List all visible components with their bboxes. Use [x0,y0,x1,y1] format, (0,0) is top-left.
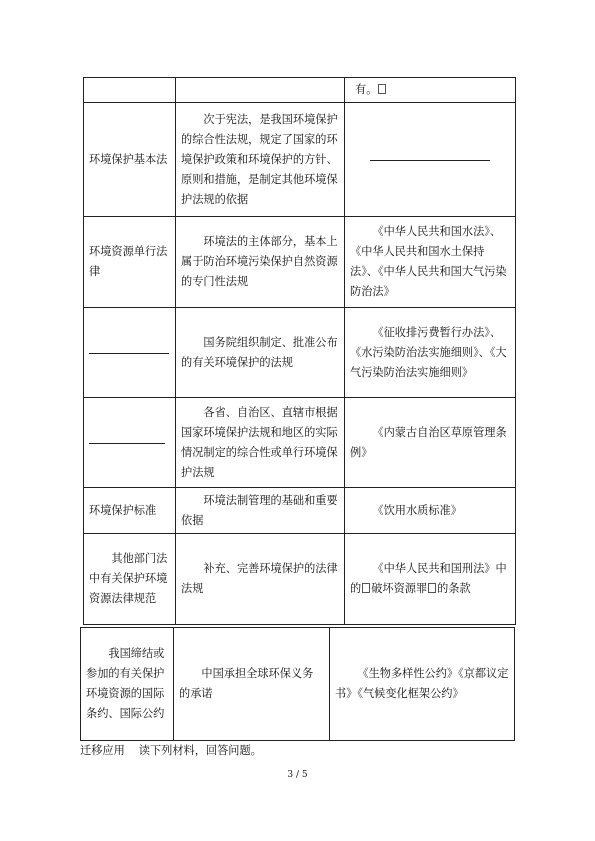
law-examples: 《中华人民共和国刑法》中的 [350,562,507,595]
cell-text: 有。 [355,83,378,96]
table-cell [176,308,345,398]
law-description: 次于宪法，是我国环境保护的综合性法规，规定了国家的环境保护政策和环境保护的方针、原则和措施，是制定其他环境保护法规的依据 [181,112,338,206]
law-type-label: 环境资源单行法律 [89,245,168,278]
exercise-instruction: 读下列材料，回答问题。 [138,744,262,757]
table-row [84,534,516,625]
table-row [84,488,516,534]
international-table [80,627,515,741]
law-description: 环境法制管理的基础和重要依据 [181,493,338,527]
law-examples: 《中华人民共和国水法》、《中华人民共和国水土保持法》、《中华人民共和国大气污染防治法》 [350,225,507,298]
table-cell [176,488,345,534]
missing-glyph-box [378,84,386,94]
table-row [84,308,516,398]
law-description: 国务院组织制定、批准公布的有关环境保护的法规 [181,335,338,369]
law-type-label: 环境保护基本法 [89,152,168,166]
law-examples: 《内蒙古自治区草原管理条例》 [350,425,507,459]
fill-in-blank[interactable] [370,159,490,161]
law-description: 中国承担全球环保义务的承诺 [179,667,314,700]
table-cell [176,78,345,103]
table-cell [84,103,176,217]
missing-glyph-box [428,583,436,593]
law-examples-blank: 破坏资源罪 [371,582,428,595]
table-cell [176,534,345,625]
table-cell [345,103,516,217]
table-cell [84,398,176,488]
table-row [84,78,516,103]
table-cell [84,217,176,308]
table-cell [176,103,345,217]
table-cell [84,308,176,398]
law-examples-tail: 的条款 [437,582,471,595]
exercise-label: 迁移应用 [80,744,125,757]
table-cell [345,78,516,103]
table-row [84,103,516,217]
table-cell [345,488,516,534]
table-cell [84,534,176,625]
table-row [81,628,515,741]
law-type-label: 我国缔结或参加的有关保护环境资源的国际条约、国际公约 [86,647,165,720]
table-cell [345,308,516,398]
law-description: 补充、完善环境保护的法律法规 [181,562,338,595]
page-number: 3 / 5 [287,770,308,780]
law-examples: 《生物多样性公约》《京都议定书》《气候变化框架公约》 [335,667,509,700]
law-description: 环境法的主体部分，基本上属于防治环境污染保护自然资源的专门性法规 [181,235,338,288]
law-description: 各省、自治区、直辖市根据国家环境保护法规和地区的实际情况制定的综合性或单行环境保护法规 [181,405,338,479]
table-cell [176,398,345,488]
table-cell [345,534,516,625]
fill-in-blank[interactable] [89,352,169,354]
table-cell [174,628,330,741]
law-table [83,77,516,625]
table-cell [84,488,176,534]
table-row [84,398,516,488]
exercise-intro [80,742,262,758]
law-type-label: 其他部门法中有关保护环境资源法律规范 [89,552,168,605]
law-examples: 《饮用水质标准》 [372,503,462,517]
law-examples: 《征收排污费暂行办法》、《水污染防治法实施细则》、《大气污染防治法实施细则》 [350,325,507,379]
table-cell [330,628,515,741]
table-cell [176,217,345,308]
table-cell [345,398,516,488]
law-type-label: 环境保护标准 [89,503,157,517]
table-cell [345,217,516,308]
table-cell [84,78,176,103]
fill-in-blank[interactable] [89,442,165,444]
table-row [84,217,516,308]
missing-glyph-box [362,583,370,593]
table-cell [81,628,174,741]
